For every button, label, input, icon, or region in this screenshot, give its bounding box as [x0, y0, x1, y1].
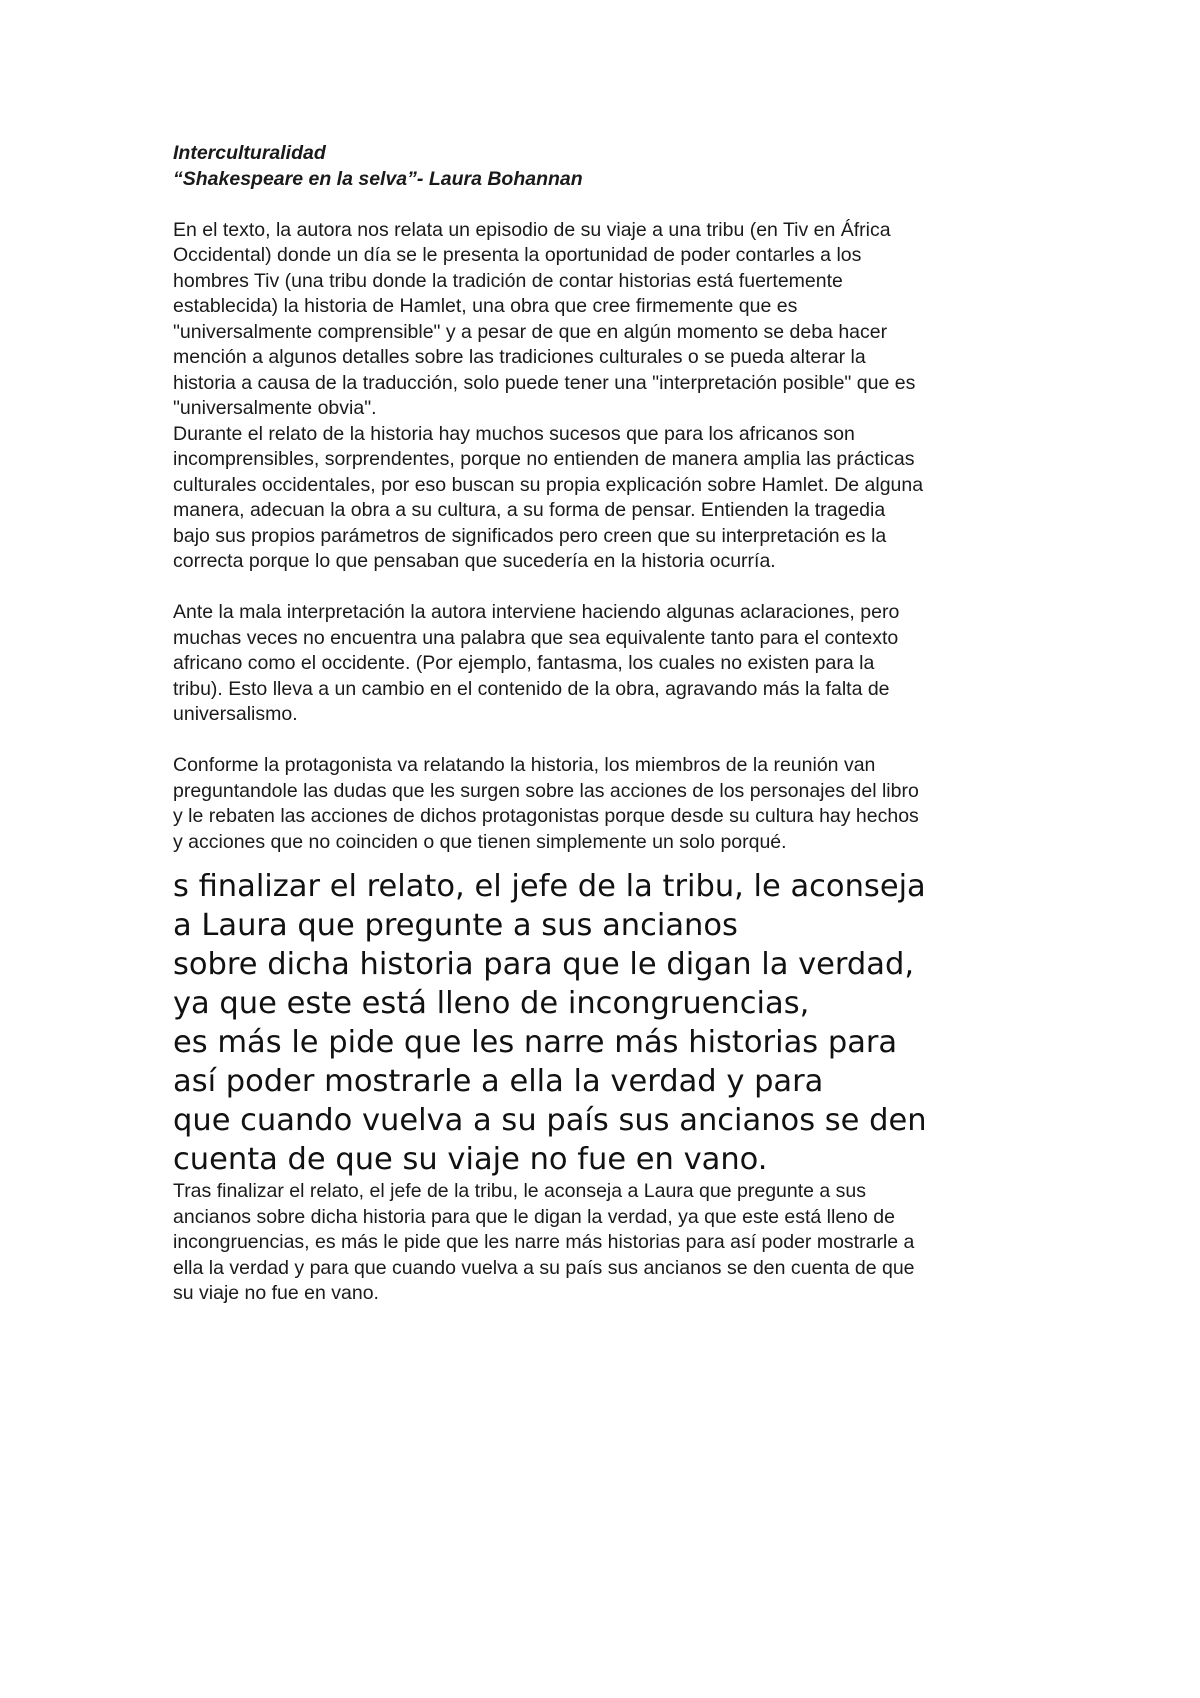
paragraph-questions: Conforme la protagonista va relatando la historia, los miembros de la reunión van preguntandole las dudas que les surgen sobre las acciones de los personajes del libro y le rebaten las acciones de dichos protagonistas porque desde su cultura hay hechos y acciones que no coinciden o que tienen simplemente un solo porqué. — [173, 754, 919, 853]
document-body — [173, 140, 1053, 1307]
paragraph-conclusion: Tras finalizar el relato, el jefe de la tribu, le aconseja a Laura que pregunte a sus ancianos sobre dicha historia para que le digan la verdad, ya que este está lleno de incongruencias, es más le pide que les narre más historias para así poder mostrarle a ella la verdad y para que cuando vuelva a su país sus ancianos se den cuenta de que su viaje no fue en vano. — [173, 1180, 915, 1304]
spacer — [173, 192, 1053, 218]
paragraph-intro: En el texto, la autora nos relata un episodio de su viaje a una tribu (en Tiv en África Occidental) donde un día se le presenta la oportunidad de poder contarles a los hombres Tiv (una tribu donde la tradición de contar historias está fuertemente establecida) la historia de Hamlet, una obra que cree firmemente que es "universalmente comprensible" y a pesar de que en algún momento se deba hacer mención a algunos detalles sobre las tradiciones culturales o se pueda alterar la historia a causa de la traducción, solo puede tener una "interpretación posible" que es "universalmente obvia". Durante el relato de la historia hay muchos sucesos que para los africanos son incomprensibles, sorprendentes, porque no entienden de manera amplia las prácticas culturales occidentales, por eso buscan su propia explicación sobre Hamlet. De alguna manera, adecuan la obra a su cultura, a su forma de pensar. Entienden la tragedia bajo sus propios parámetros de significados pero creen que su interpretación es la correcta porque lo que pensaban que sucedería en la historia ocurría. — [173, 218, 924, 572]
document-subtitle: “Shakespeare en la selva”- Laura Bohannan — [173, 168, 583, 190]
paragraph-interpretation: Ante la mala interpretación la autora interviene haciendo algunas aclaraciones, pero muchas veces no encuentra una palabra que sea equivalente tanto para el contexto africano como el occidente. (Por ejemplo, fantasma, los cuales no existen para la tribu). Esto lleva a un cambio en el contenido de la obra, agravando más la falta de universalismo. — [173, 601, 900, 725]
spacer — [173, 728, 1053, 754]
paragraph-large-conclusion: s finalizar el relato, el jefe de la tribu, le aconseja a Laura que pregunte a sus ancianos sobre dicha historia para que le digan la verdad, ya que este está lleno de incongruencias, es más le pide que les narre más historias para así poder mostrarle a ella la verdad y para que cuando vuelva a su país sus ancianos se den cuenta de que su viaje no fue en vano. — [173, 869, 927, 1177]
document-title: Interculturalidad — [173, 142, 326, 164]
spacer — [173, 575, 1053, 601]
